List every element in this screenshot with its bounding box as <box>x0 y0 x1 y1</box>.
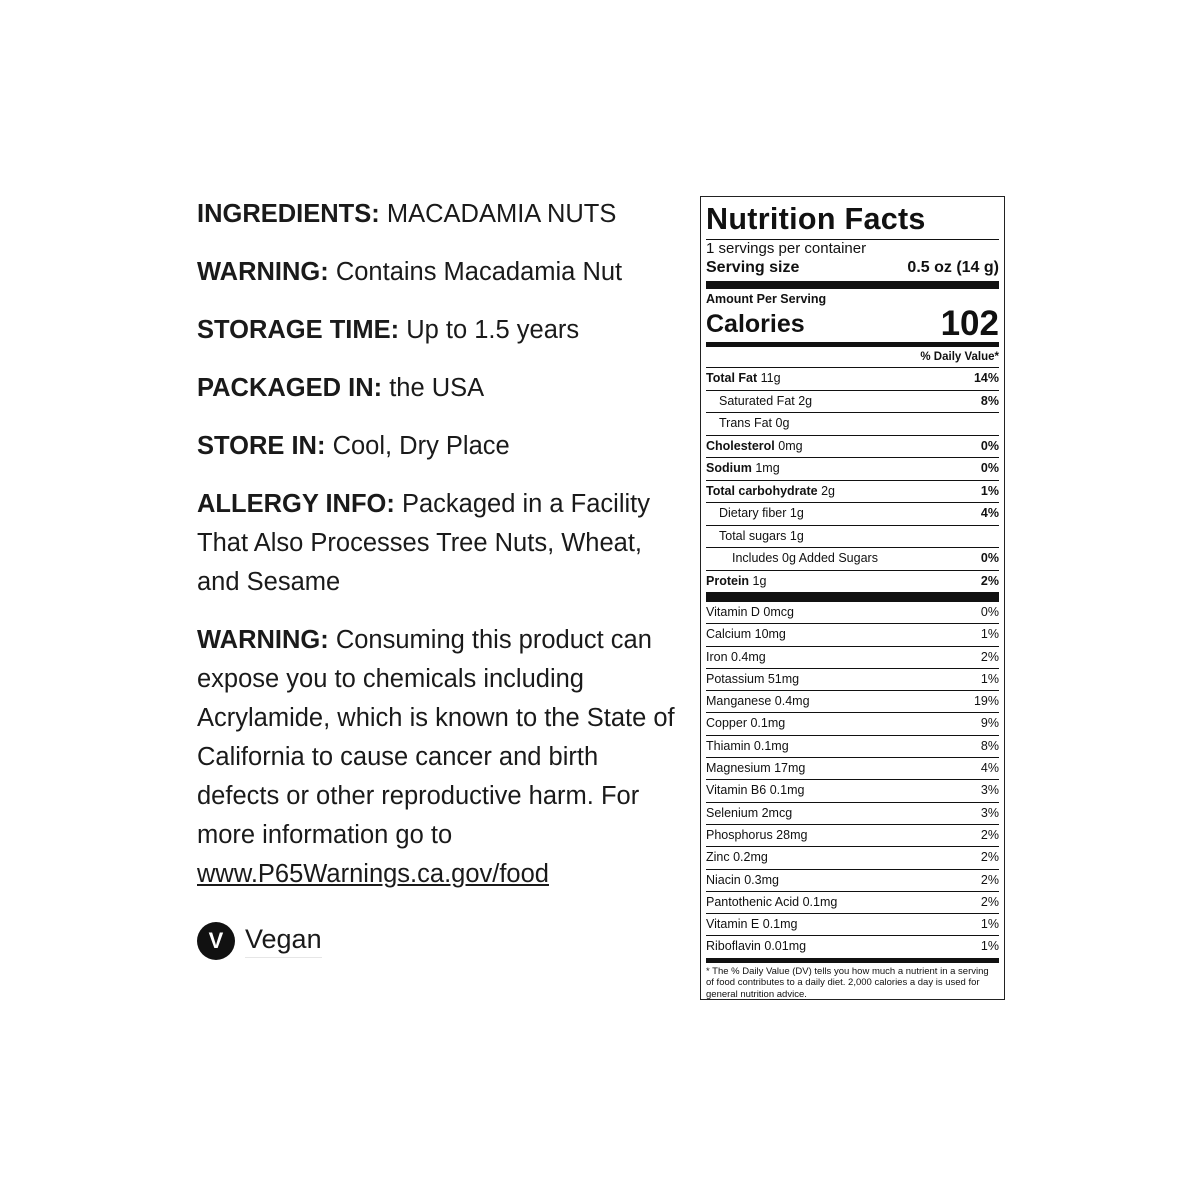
allergy-info-label: ALLERGY INFO: <box>197 490 395 518</box>
vitamin-name: Vitamin E 0.1mg <box>706 917 798 932</box>
storage-time-text: Up to 1.5 years <box>406 316 580 344</box>
nutrient-name: Saturated Fat <box>719 393 795 408</box>
nutrient-dv: 4% <box>980 506 999 520</box>
nutrient-dv: 14% <box>973 371 999 385</box>
allergy-info-line <box>197 485 687 602</box>
store-in-label: STORE IN: <box>197 432 326 460</box>
vitamin-dv: 2% <box>980 850 999 865</box>
nutrient-dv: 8% <box>980 393 999 408</box>
prop65-warning-line <box>197 621 687 894</box>
nutrient-name: Trans Fat <box>719 416 773 430</box>
vitamin-name: Potassium 51mg <box>706 671 800 686</box>
vitamin-dv: 19% <box>973 694 999 709</box>
daily-value-footnote: * The % Daily Value (DV) tells you how much a nutrient in a serving of food contributes to a daily diet. 2,000 calories a day is used for general nutrition advice. <box>706 965 989 1000</box>
vitamin-row <box>706 735 999 757</box>
ingredients-line <box>197 195 687 234</box>
prop65-warning-text: Consuming this product can expose you to chemicals including Acrylamide, which is known to the State of California to cause cancer and birth defects or other reproductive harm. For more information go to <box>197 626 675 849</box>
vitamin-dv: 1% <box>980 671 999 686</box>
nutrient-amount: 1mg <box>755 461 780 475</box>
daily-value-header: % Daily Value* <box>920 351 999 363</box>
vitamin-name: Riboflavin 0.01mg <box>706 939 807 954</box>
vegan-badge <box>197 922 687 960</box>
nutrient-row <box>706 502 999 525</box>
thick-divider <box>706 592 999 602</box>
vitamin-name: Niacin 0.3mg <box>706 872 779 887</box>
ingredients-text: MACADAMIA NUTS <box>386 200 617 228</box>
vitamin-row <box>706 802 999 824</box>
nutrient-dv: 0% <box>980 461 999 475</box>
vitamin-dv: 2% <box>980 649 999 664</box>
vegan-label: Vegan <box>245 924 322 958</box>
vitamin-row <box>706 869 999 891</box>
vitamin-row <box>706 757 999 779</box>
vitamin-name: Phosphorus 28mg <box>706 827 808 842</box>
nutrient-name: Total sugars <box>719 528 787 543</box>
vitamin-dv: 1% <box>980 627 999 642</box>
vitamin-name: Pantothenic Acid 0.1mg <box>706 894 838 909</box>
vitamin-dv: 0% <box>980 605 999 619</box>
calories-label: Calories <box>706 310 805 338</box>
nutrient-row <box>706 457 999 480</box>
vitamin-row <box>706 891 999 913</box>
nutrient-dv: 0% <box>980 438 999 453</box>
nutrient-amount: 2g <box>821 483 835 498</box>
vitamin-list <box>706 602 999 958</box>
vitamin-name: Manganese 0.4mg <box>706 694 810 709</box>
vitamin-row <box>706 646 999 668</box>
nutrient-dv: 0% <box>980 551 999 565</box>
nutrient-row <box>706 570 999 593</box>
vitamin-row <box>706 824 999 846</box>
nutrient-row <box>706 547 999 570</box>
vitamin-name: Magnesium 17mg <box>706 761 806 776</box>
storage-time-label: STORAGE TIME: <box>197 316 400 344</box>
packaged-in-line <box>197 369 687 408</box>
store-in-text: Cool, Dry Place <box>332 432 510 460</box>
vitamin-row <box>706 935 999 957</box>
vitamin-name: Vitamin B6 0.1mg <box>706 783 805 798</box>
nutrient-row <box>706 412 999 435</box>
nutrient-amount: 1g <box>789 506 804 520</box>
serving-size-value: 0.5 oz (14 g) <box>907 259 999 276</box>
store-in-line <box>197 427 687 466</box>
nutrient-amount: 1g <box>789 528 804 543</box>
vitamin-dv: 9% <box>980 716 999 731</box>
packaged-in-text: the USA <box>389 374 485 402</box>
nutrient-row <box>706 480 999 503</box>
calories-row <box>706 306 999 342</box>
prop65-warning-label: WARNING: <box>197 626 329 654</box>
nutrient-amount: 11g <box>760 371 781 385</box>
vitamin-dv: 3% <box>980 805 999 820</box>
nutrient-amount: 1g <box>752 573 767 588</box>
serving-size-label: Serving size <box>706 259 800 276</box>
warning-label: WARNING: <box>197 258 329 286</box>
vitamin-row <box>706 846 999 868</box>
vitamin-row <box>706 913 999 935</box>
vitamin-dv: 1% <box>980 939 999 954</box>
thick-divider <box>706 281 999 289</box>
nutrient-name: Includes 0g Added Sugars <box>732 551 878 565</box>
vitamin-name: Selenium 2mcg <box>706 805 793 820</box>
product-info <box>197 195 687 960</box>
nutrient-dv: 2% <box>980 573 999 588</box>
nutrient-name: Sodium <box>706 461 752 475</box>
nutrient-name: Dietary fiber <box>719 506 787 520</box>
amount-per-serving: Amount Per Serving <box>706 292 827 306</box>
vitamin-dv: 2% <box>980 894 999 909</box>
vitamin-name: Iron 0.4mg <box>706 649 766 664</box>
nutrient-row <box>706 435 999 458</box>
vitamin-row <box>706 602 999 623</box>
nutrient-row <box>706 525 999 548</box>
vitamin-name: Vitamin D 0mcg <box>706 605 794 619</box>
packaged-in-label: PACKAGED IN: <box>197 374 383 402</box>
storage-time-line <box>197 311 687 350</box>
vitamin-dv: 2% <box>980 827 999 842</box>
nutrient-dv: 1% <box>980 483 999 498</box>
warning-text: Contains Macadamia Nut <box>335 258 623 286</box>
vitamin-dv: 1% <box>980 917 999 932</box>
vitamin-dv: 4% <box>980 761 999 776</box>
vitamin-row <box>706 623 999 645</box>
warning-allergen-line <box>197 253 687 292</box>
nutrient-name: Total carbohydrate <box>706 483 818 498</box>
vitamin-row <box>706 690 999 712</box>
nutrient-amount: 0mg <box>778 438 803 453</box>
servings-per-container: 1 servings per container <box>706 240 867 257</box>
nutrient-row <box>706 367 999 390</box>
nutrient-name: Total Fat <box>706 371 758 385</box>
nutrient-amount: 0g <box>775 416 790 430</box>
nutrition-facts-title: Nutrition Facts <box>706 202 926 236</box>
nutrition-facts-panel <box>700 196 1005 1000</box>
nutrient-row <box>706 390 999 413</box>
calories-value: 102 <box>940 304 999 343</box>
p65-warnings-link[interactable]: www.P65Warnings.ca.gov/food <box>197 860 549 888</box>
serving-size-row <box>706 258 999 281</box>
nutrient-name: Protein <box>706 573 750 588</box>
nutrient-name: Cholesterol <box>706 438 775 453</box>
vitamin-row <box>706 668 999 690</box>
nutrient-amount: 2g <box>798 393 813 408</box>
vitamin-name: Zinc 0.2mg <box>706 850 768 865</box>
vitamin-name: Thiamin 0.1mg <box>706 738 789 753</box>
vitamin-dv: 2% <box>980 872 999 887</box>
vitamin-name: Copper 0.1mg <box>706 716 786 731</box>
vegan-icon: V <box>197 922 235 960</box>
vitamin-name: Calcium 10mg <box>706 627 786 642</box>
vitamin-row <box>706 712 999 734</box>
vitamin-dv: 3% <box>980 783 999 798</box>
allergy-info-text: Packaged in a Facility That Also Processes Tree Nuts, Wheat, and Sesame <box>197 490 651 596</box>
vitamin-dv: 8% <box>980 738 999 753</box>
vitamin-row <box>706 779 999 801</box>
ingredients-label: INGREDIENTS: <box>197 200 380 228</box>
